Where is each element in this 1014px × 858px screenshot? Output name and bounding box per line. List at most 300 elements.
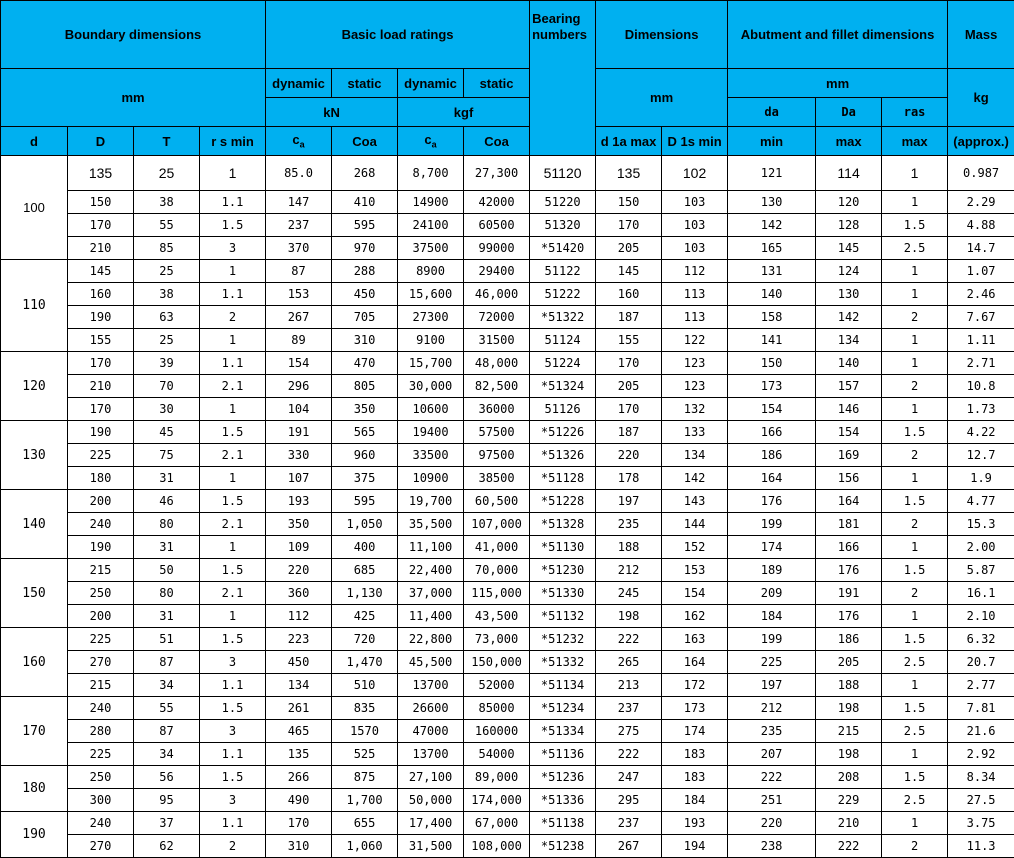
cell-mass: 2.29 (948, 191, 1014, 214)
header-ras: ras (882, 98, 948, 127)
cell-ca-kn: 104 (266, 398, 332, 421)
cell-T: 56 (134, 766, 200, 789)
cell-coa-kn: 960 (332, 444, 398, 467)
cell-ca-kn: 296 (266, 375, 332, 398)
cell-bore-d: 190 (1, 812, 68, 858)
table-row (1, 536, 1014, 559)
cell-T: 45 (134, 421, 200, 444)
header-unit-kgf: kgf (398, 98, 530, 127)
cell-coa-kn: 510 (332, 674, 398, 697)
cell-ca-kgf: 15,700 (398, 352, 464, 375)
cell-D: 225 (68, 628, 134, 651)
cell-Da-max: 128 (816, 214, 882, 237)
cell-bore-d: 160 (1, 628, 68, 697)
cell-T: 70 (134, 375, 200, 398)
cell-ras-max: 1 (882, 536, 948, 559)
cell-D1s-min: 142 (662, 467, 728, 490)
cell-D: 240 (68, 812, 134, 835)
cell-D: 170 (68, 352, 134, 375)
cell-coa-kgf: 70,000 (464, 559, 530, 582)
cell-rsmin: 2 (200, 835, 266, 858)
cell-T: 51 (134, 628, 200, 651)
cell-da-min: 235 (728, 720, 816, 743)
cell-D: 190 (68, 306, 134, 329)
cell-coa-kn: 410 (332, 191, 398, 214)
cell-mass: 1.07 (948, 260, 1014, 283)
cell-rsmin: 1.1 (200, 283, 266, 306)
cell-ca-kn: 154 (266, 352, 332, 375)
cell-d1a-max: 187 (596, 306, 662, 329)
cell-bearing-number: 51224 (530, 352, 596, 375)
cell-ca-kn: 490 (266, 789, 332, 812)
cell-d1a-max: 222 (596, 743, 662, 766)
cell-T: 39 (134, 352, 200, 375)
cell-da-min: 174 (728, 536, 816, 559)
cell-bearing-number: *51128 (530, 467, 596, 490)
cell-bearing-number: *51228 (530, 490, 596, 513)
cell-ca-kn: 370 (266, 237, 332, 260)
cell-rsmin: 1.5 (200, 628, 266, 651)
cell-coa-kgf: 174,000 (464, 789, 530, 812)
cell-d1a-max: 170 (596, 352, 662, 375)
cell-d1a-max: 205 (596, 375, 662, 398)
cell-D1s-min: 122 (662, 329, 728, 352)
cell-ras-max: 2.5 (882, 789, 948, 812)
cell-d1a-max: 222 (596, 628, 662, 651)
cell-coa-kgf: 46,000 (464, 283, 530, 306)
cell-ca-kn: 220 (266, 559, 332, 582)
table-row (1, 283, 1014, 306)
header-ca-kn: $c_a$ (266, 127, 332, 156)
cell-coa-kgf: 89,000 (464, 766, 530, 789)
cell-D: 170 (68, 398, 134, 421)
cell-ras-max: 1.5 (882, 628, 948, 651)
cell-T: 38 (134, 191, 200, 214)
cell-rsmin: 2.1 (200, 375, 266, 398)
cell-d1a-max: 155 (596, 329, 662, 352)
cell-D: 190 (68, 421, 134, 444)
header-basic-load-ratings: Basic load ratings (266, 1, 530, 69)
cell-coa-kgf: 150,000 (464, 651, 530, 674)
cell-bearing-number: 51126 (530, 398, 596, 421)
cell-mass: 4.88 (948, 214, 1014, 237)
cell-ras-max: 1 (882, 191, 948, 214)
cell-mass: 8.34 (948, 766, 1014, 789)
cell-D1s-min: 152 (662, 536, 728, 559)
header-coa-kgf: Coa (464, 127, 530, 156)
cell-ca-kgf: 19400 (398, 421, 464, 444)
cell-D1s-min: 123 (662, 375, 728, 398)
cell-da-min: 140 (728, 283, 816, 306)
cell-da-min: 197 (728, 674, 816, 697)
cell-T: 34 (134, 743, 200, 766)
cell-ras-max: 1 (882, 156, 948, 191)
cell-mass: 27.5 (948, 789, 1014, 812)
cell-bearing-number: *51336 (530, 789, 596, 812)
cell-da-min: 158 (728, 306, 816, 329)
cell-D: 210 (68, 375, 134, 398)
cell-D1s-min: 162 (662, 605, 728, 628)
cell-coa-kgf: 97500 (464, 444, 530, 467)
cell-ca-kgf: 26600 (398, 697, 464, 720)
cell-ras-max: 2 (882, 835, 948, 858)
cell-D: 270 (68, 651, 134, 674)
cell-bore-d: 130 (1, 421, 68, 490)
cell-D1s-min: 143 (662, 490, 728, 513)
cell-coa-kgf: 60,500 (464, 490, 530, 513)
cell-D1s-min: 163 (662, 628, 728, 651)
cell-mass: 12.7 (948, 444, 1014, 467)
cell-coa-kgf: 38500 (464, 467, 530, 490)
cell-mass: 7.67 (948, 306, 1014, 329)
cell-rsmin: 1 (200, 398, 266, 421)
cell-coa-kn: 835 (332, 697, 398, 720)
header-mass: Mass (948, 1, 1014, 69)
cell-ras-max: 2 (882, 513, 948, 536)
cell-ca-kgf: 9100 (398, 329, 464, 352)
cell-bore-d: 140 (1, 490, 68, 559)
cell-rsmin: 1 (200, 260, 266, 283)
cell-rsmin: 1.1 (200, 812, 266, 835)
cell-coa-kn: 720 (332, 628, 398, 651)
cell-ras-max: 1.5 (882, 421, 948, 444)
cell-ca-kn: 87 (266, 260, 332, 283)
cell-bearing-number: *51328 (530, 513, 596, 536)
cell-rsmin: 2.1 (200, 513, 266, 536)
header-dynamic-kn: dynamic (266, 69, 332, 98)
cell-ras-max: 1 (882, 352, 948, 375)
cell-Da-max: 191 (816, 582, 882, 605)
cell-bore-d: 120 (1, 352, 68, 421)
cell-coa-kgf: 115,000 (464, 582, 530, 605)
cell-Da-max: 186 (816, 628, 882, 651)
table-row (1, 697, 1014, 720)
header-mass-approx: (approx.) (948, 127, 1014, 156)
cell-Da-max: 166 (816, 536, 882, 559)
cell-coa-kgf: 82,500 (464, 375, 530, 398)
cell-D1s-min: 153 (662, 559, 728, 582)
cell-ras-max: 1.5 (882, 766, 948, 789)
cell-D1s-min: 133 (662, 421, 728, 444)
header-static-kn: static (332, 69, 398, 98)
cell-D1s-min: 184 (662, 789, 728, 812)
cell-ras-max: 1 (882, 329, 948, 352)
cell-rsmin: 1 (200, 605, 266, 628)
cell-d1a-max: 295 (596, 789, 662, 812)
cell-coa-kgf: 160000 (464, 720, 530, 743)
table-row (1, 628, 1014, 651)
cell-D1s-min: 173 (662, 697, 728, 720)
cell-ca-kgf: 27300 (398, 306, 464, 329)
cell-T: 50 (134, 559, 200, 582)
header-unit-mm-abutment: mm (728, 69, 948, 98)
cell-da-min: 165 (728, 237, 816, 260)
cell-D1s-min: 134 (662, 444, 728, 467)
cell-ca-kn: 237 (266, 214, 332, 237)
cell-T: 55 (134, 214, 200, 237)
cell-D: 200 (68, 605, 134, 628)
cell-ca-kn: 261 (266, 697, 332, 720)
cell-bearing-number: 51320 (530, 214, 596, 237)
cell-d1a-max: 213 (596, 674, 662, 697)
cell-mass: 1.9 (948, 467, 1014, 490)
cell-d1a-max: 212 (596, 559, 662, 582)
header-rsmin: r s min (200, 127, 266, 156)
cell-D: 215 (68, 559, 134, 582)
cell-coa-kgf: 36000 (464, 398, 530, 421)
cell-D1s-min: 194 (662, 835, 728, 858)
cell-ca-kgf: 15,600 (398, 283, 464, 306)
cell-ca-kn: 112 (266, 605, 332, 628)
cell-ras-max: 1 (882, 812, 948, 835)
cell-d1a-max: 245 (596, 582, 662, 605)
table-row (1, 375, 1014, 398)
cell-ca-kn: 109 (266, 536, 332, 559)
cell-coa-kn: 655 (332, 812, 398, 835)
cell-rsmin: 3 (200, 789, 266, 812)
cell-ca-kn: 170 (266, 812, 332, 835)
cell-bearing-number: *51330 (530, 582, 596, 605)
cell-da-min: 130 (728, 191, 816, 214)
cell-da-min: 220 (728, 812, 816, 835)
cell-mass: 2.92 (948, 743, 1014, 766)
cell-rsmin: 1.1 (200, 352, 266, 375)
cell-bearing-number: *51230 (530, 559, 596, 582)
cell-ca-kgf: 8900 (398, 260, 464, 283)
header-d: d (1, 127, 68, 156)
cell-ca-kn: 223 (266, 628, 332, 651)
cell-ca-kn: 85.0 (266, 156, 332, 191)
cell-T: 63 (134, 306, 200, 329)
cell-mass: 11.3 (948, 835, 1014, 858)
table-header (1, 1, 1014, 156)
cell-rsmin: 3 (200, 720, 266, 743)
cell-ras-max: 2.5 (882, 237, 948, 260)
cell-coa-kgf: 73,000 (464, 628, 530, 651)
cell-da-min: 222 (728, 766, 816, 789)
cell-D: 280 (68, 720, 134, 743)
table-row (1, 352, 1014, 375)
cell-D: 200 (68, 490, 134, 513)
table-row (1, 835, 1014, 858)
cell-T: 95 (134, 789, 200, 812)
table-row (1, 467, 1014, 490)
cell-Da-max: 181 (816, 513, 882, 536)
table-row (1, 329, 1014, 352)
cell-mass: 3.75 (948, 812, 1014, 835)
cell-D1s-min: 183 (662, 743, 728, 766)
cell-ca-kgf: 37500 (398, 237, 464, 260)
cell-coa-kn: 288 (332, 260, 398, 283)
cell-ras-max: 1 (882, 398, 948, 421)
cell-T: 31 (134, 467, 200, 490)
cell-mass: 2.71 (948, 352, 1014, 375)
cell-D1s-min: 103 (662, 237, 728, 260)
cell-coa-kn: 565 (332, 421, 398, 444)
cell-D1s-min: 103 (662, 214, 728, 237)
cell-mass: 2.77 (948, 674, 1014, 697)
cell-da-min: 189 (728, 559, 816, 582)
cell-T: 80 (134, 513, 200, 536)
cell-bearing-number: *51138 (530, 812, 596, 835)
cell-da-min: 209 (728, 582, 816, 605)
cell-d1a-max: 265 (596, 651, 662, 674)
cell-ca-kgf: 8,700 (398, 156, 464, 191)
cell-T: 25 (134, 329, 200, 352)
cell-da-min: 238 (728, 835, 816, 858)
cell-rsmin: 1.5 (200, 421, 266, 444)
cell-d1a-max: 205 (596, 237, 662, 260)
cell-da-min: 251 (728, 789, 816, 812)
cell-coa-kn: 970 (332, 237, 398, 260)
cell-rsmin: 1.5 (200, 766, 266, 789)
cell-D: 250 (68, 582, 134, 605)
table-row (1, 156, 1014, 191)
cell-ca-kgf: 47000 (398, 720, 464, 743)
cell-rsmin: 2.1 (200, 582, 266, 605)
cell-D: 180 (68, 467, 134, 490)
cell-coa-kgf: 72000 (464, 306, 530, 329)
cell-da-min: 154 (728, 398, 816, 421)
cell-bearing-number: *51132 (530, 605, 596, 628)
cell-coa-kn: 875 (332, 766, 398, 789)
cell-ca-kgf: 30,000 (398, 375, 464, 398)
cell-T: 85 (134, 237, 200, 260)
cell-ras-max: 1 (882, 605, 948, 628)
cell-Da-max: 188 (816, 674, 882, 697)
cell-rsmin: 1 (200, 536, 266, 559)
header-unit-kn: kN (266, 98, 398, 127)
cell-ca-kn: 266 (266, 766, 332, 789)
cell-D: 190 (68, 536, 134, 559)
cell-Da-max: 130 (816, 283, 882, 306)
cell-coa-kn: 400 (332, 536, 398, 559)
cell-T: 25 (134, 156, 200, 191)
cell-coa-kgf: 43,500 (464, 605, 530, 628)
cell-coa-kn: 525 (332, 743, 398, 766)
cell-T: 31 (134, 536, 200, 559)
cell-da-min: 173 (728, 375, 816, 398)
cell-ca-kgf: 37,000 (398, 582, 464, 605)
header-bearing-numbers: Bearing numbers (530, 1, 596, 156)
cell-d1a-max: 275 (596, 720, 662, 743)
cell-coa-kgf: 29400 (464, 260, 530, 283)
cell-d1a-max: 237 (596, 697, 662, 720)
cell-coa-kn: 425 (332, 605, 398, 628)
cell-coa-kn: 805 (332, 375, 398, 398)
cell-bearing-number: *51322 (530, 306, 596, 329)
header-Da-max: max (816, 127, 882, 156)
cell-mass: 14.7 (948, 237, 1014, 260)
cell-mass: 10.8 (948, 375, 1014, 398)
table-row (1, 559, 1014, 582)
cell-ca-kn: 107 (266, 467, 332, 490)
cell-ras-max: 1.5 (882, 490, 948, 513)
cell-Da-max: 164 (816, 490, 882, 513)
header-ras-max: max (882, 127, 948, 156)
cell-ca-kn: 450 (266, 651, 332, 674)
cell-ca-kgf: 14900 (398, 191, 464, 214)
cell-mass: 0.987 (948, 156, 1014, 191)
cell-coa-kgf: 42000 (464, 191, 530, 214)
cell-coa-kgf: 54000 (464, 743, 530, 766)
cell-da-min: 199 (728, 513, 816, 536)
cell-coa-kn: 705 (332, 306, 398, 329)
cell-T: 55 (134, 697, 200, 720)
cell-coa-kgf: 31500 (464, 329, 530, 352)
cell-coa-kgf: 99000 (464, 237, 530, 260)
cell-mass: 2.10 (948, 605, 1014, 628)
header-coa-kn: Coa (332, 127, 398, 156)
cell-rsmin: 2.1 (200, 444, 266, 467)
cell-rsmin: 2 (200, 306, 266, 329)
table-row (1, 582, 1014, 605)
cell-Da-max: 120 (816, 191, 882, 214)
cell-bearing-number: 51120 (530, 156, 596, 191)
cell-Da-max: 198 (816, 697, 882, 720)
cell-Da-max: 124 (816, 260, 882, 283)
cell-coa-kn: 375 (332, 467, 398, 490)
header-boundary-dimensions: Boundary dimensions (1, 1, 266, 69)
cell-ca-kgf: 11,100 (398, 536, 464, 559)
cell-ca-kgf: 22,800 (398, 628, 464, 651)
cell-Da-max: 157 (816, 375, 882, 398)
cell-D1s-min: 103 (662, 191, 728, 214)
cell-D: 250 (68, 766, 134, 789)
cell-D1s-min: 132 (662, 398, 728, 421)
cell-ras-max: 1.5 (882, 697, 948, 720)
cell-D1s-min: 154 (662, 582, 728, 605)
header-dynamic-kgf: dynamic (398, 69, 464, 98)
cell-coa-kgf: 85000 (464, 697, 530, 720)
cell-coa-kgf: 57500 (464, 421, 530, 444)
cell-ras-max: 1.5 (882, 214, 948, 237)
cell-ca-kgf: 17,400 (398, 812, 464, 835)
cell-rsmin: 1 (200, 329, 266, 352)
cell-ca-kn: 193 (266, 490, 332, 513)
cell-rsmin: 1.1 (200, 191, 266, 214)
cell-ras-max: 1 (882, 674, 948, 697)
cell-ca-kgf: 13700 (398, 743, 464, 766)
header-unit-mm-dimensions: mm (596, 69, 728, 127)
cell-Da-max: 176 (816, 605, 882, 628)
cell-coa-kn: 1,130 (332, 582, 398, 605)
cell-bearing-number: *51238 (530, 835, 596, 858)
cell-D: 215 (68, 674, 134, 697)
cell-mass: 4.22 (948, 421, 1014, 444)
cell-rsmin: 3 (200, 237, 266, 260)
table-row (1, 421, 1014, 444)
table-row (1, 605, 1014, 628)
cell-mass: 16.1 (948, 582, 1014, 605)
cell-da-min: 225 (728, 651, 816, 674)
cell-da-min: 199 (728, 628, 816, 651)
cell-da-min: 166 (728, 421, 816, 444)
cell-ca-kn: 360 (266, 582, 332, 605)
cell-d1a-max: 197 (596, 490, 662, 513)
cell-D1s-min: 172 (662, 674, 728, 697)
table-row (1, 720, 1014, 743)
cell-da-min: 150 (728, 352, 816, 375)
table-body (1, 156, 1014, 858)
cell-ras-max: 2.5 (882, 720, 948, 743)
cell-da-min: 186 (728, 444, 816, 467)
cell-D: 240 (68, 697, 134, 720)
cell-rsmin: 1 (200, 156, 266, 191)
cell-bearing-number: 51220 (530, 191, 596, 214)
cell-ca-kgf: 50,000 (398, 789, 464, 812)
cell-D: 145 (68, 260, 134, 283)
